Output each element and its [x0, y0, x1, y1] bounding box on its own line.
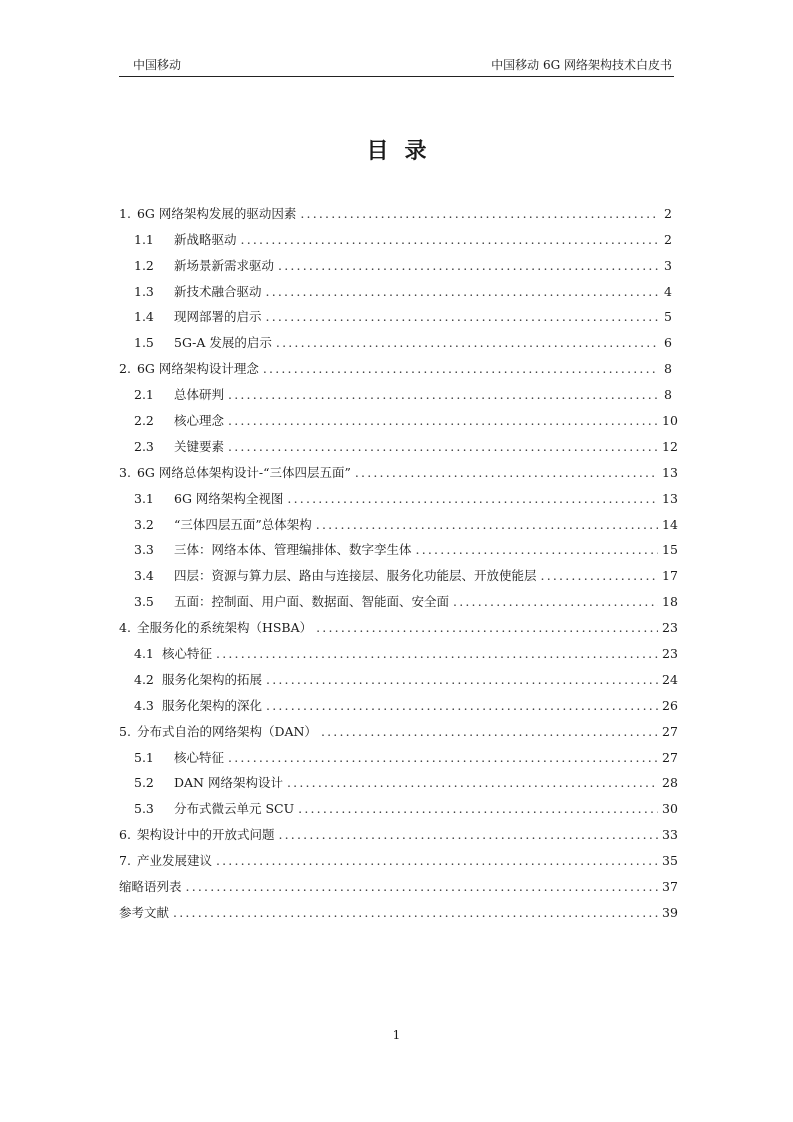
toc-entry-page: 24: [662, 671, 678, 687]
dot-leader: [228, 439, 658, 455]
dot-leader: [416, 542, 658, 558]
toc-entry-title: 6G 网络架构全视图: [174, 490, 284, 506]
toc-entry-number: 5.2: [134, 775, 154, 791]
toc-entry-number: 3.4: [134, 568, 154, 584]
toc-entry[interactable]: [119, 560, 678, 586]
toc-entry-number: 1.: [119, 205, 131, 221]
dot-leader: [228, 750, 658, 766]
toc-entry[interactable]: [119, 612, 678, 638]
toc-entry-number: 3.: [119, 464, 131, 480]
toc-title: 目录: [366, 139, 443, 164]
toc-entry-title: 服务化架构的拓展: [162, 671, 263, 687]
toc-entry-number: 3.3: [134, 542, 154, 558]
dot-leader: [263, 361, 658, 377]
toc-entry-number: 4.: [119, 620, 131, 636]
toc-entry-page: 30: [662, 801, 678, 817]
toc-entry-number: 2.: [119, 361, 131, 377]
dot-leader: [241, 232, 658, 248]
toc-entry[interactable]: [119, 897, 678, 923]
toc-entry-title: 分布式微云单元 SCU: [174, 801, 295, 817]
toc-entry-title: 全服务化的系统架构（HSBA）: [136, 620, 313, 636]
toc-entry-title: 五面：控制面、用户面、数据面、智能面、安全面: [174, 594, 450, 610]
toc-entry[interactable]: [119, 405, 678, 431]
toc-entry-number: 1.4: [134, 309, 154, 325]
toc-entry-number: 1.3: [134, 283, 154, 299]
dot-leader: [266, 284, 658, 300]
dot-leader: [278, 258, 658, 274]
dot-leader: [278, 827, 658, 843]
toc-entry-number: 7.: [119, 853, 131, 869]
toc-entry[interactable]: [119, 457, 678, 483]
toc-entry[interactable]: [119, 431, 678, 457]
dot-leader: [228, 387, 658, 403]
toc-entry[interactable]: [119, 845, 678, 871]
toc-entry-number: 1.1: [134, 231, 154, 247]
toc-entry[interactable]: [119, 716, 678, 742]
toc-entry-title: 总体研判: [174, 387, 225, 403]
dot-leader: [276, 335, 658, 351]
toc-entry-number: 3.5: [134, 594, 154, 610]
toc-entry[interactable]: [119, 819, 678, 845]
toc-entry-title: 新场景新需求驱动: [174, 257, 275, 273]
toc-entry[interactable]: [119, 379, 672, 405]
dot-leader: [316, 517, 658, 533]
toc-entry-title: 产业发展建议: [136, 853, 212, 869]
dot-leader: [287, 775, 658, 791]
toc-entry[interactable]: [119, 276, 672, 302]
toc-entry-title: DAN 网络架构设计: [174, 775, 283, 791]
toc-entry-number: 6.: [119, 827, 131, 843]
toc-entry[interactable]: [119, 690, 678, 716]
table-of-contents: [119, 198, 678, 923]
toc-entry-title: 架构设计中的开放式问题: [136, 827, 275, 843]
toc-entry-page: 3: [664, 257, 672, 273]
toc-entry[interactable]: [119, 198, 672, 224]
toc-entry-number: 3.1: [134, 490, 154, 506]
header-left: 中国移动: [133, 58, 182, 72]
toc-entry[interactable]: [119, 638, 678, 664]
toc-entry[interactable]: [119, 742, 678, 768]
toc-entry-number: 3.2: [134, 516, 154, 532]
toc-entry-page: 23: [662, 646, 678, 662]
toc-entry-title: 关键要素: [174, 438, 225, 454]
toc-entry-page: 18: [662, 594, 678, 610]
toc-entry[interactable]: [119, 250, 672, 276]
toc-entry-title: 核心理念: [174, 413, 225, 429]
toc-entry-page: 4: [664, 283, 672, 299]
dot-leader: [266, 698, 658, 714]
toc-entry-title: 新技术融合驱动: [174, 283, 262, 299]
toc-entry[interactable]: [119, 224, 672, 250]
toc-entry-page: 2: [664, 205, 672, 221]
toc-entry-title: 6G 网络架构设计理念: [136, 361, 259, 377]
toc-entry-page: 33: [662, 827, 678, 843]
toc-entry-title: “三体四层五面”总体架构: [174, 516, 312, 532]
toc-entry-title: 核心特征: [174, 749, 225, 765]
dot-leader: [316, 620, 658, 636]
toc-entry-title: 新战略驱动: [174, 231, 237, 247]
toc-entry-title: 分布式自治的网络架构（DAN）: [136, 723, 317, 739]
toc-entry-page: 15: [662, 542, 678, 558]
toc-entry-title: 核心特征: [162, 646, 213, 662]
dot-leader: [216, 853, 658, 869]
dot-leader: [266, 309, 658, 325]
dot-leader: [266, 672, 658, 688]
page-header: [119, 56, 674, 77]
dot-leader: [173, 905, 658, 921]
toc-entry-page: 13: [662, 490, 678, 506]
toc-entry-page: 26: [662, 697, 678, 713]
toc-entry-number: 5.: [119, 723, 131, 739]
toc-entry-title: 服务化架构的深化: [162, 697, 263, 713]
toc-entry-page: 10: [662, 413, 678, 429]
page-number: 1: [392, 1028, 401, 1042]
toc-entry-number: 5.3: [134, 801, 154, 817]
dot-leader: [453, 594, 658, 610]
toc-entry-number: 2.3: [134, 438, 154, 454]
dot-leader: [186, 879, 658, 895]
toc-entry-page: 8: [664, 387, 672, 403]
toc-entry[interactable]: [119, 509, 678, 535]
toc-entry-page: 5: [664, 309, 672, 325]
toc-entry-number: 4.1: [134, 646, 154, 662]
toc-entry-page: 37: [662, 879, 678, 895]
toc-entry-title: 三体：网络本体、管理编排体、数字孪生体: [174, 542, 412, 558]
toc-entry-number: 2.2: [134, 413, 154, 429]
toc-entry-page: 8: [664, 361, 672, 377]
toc-entry[interactable]: [119, 483, 678, 509]
toc-entry-page: 6: [664, 335, 672, 351]
toc-entry-number: 1.2: [134, 257, 154, 273]
dot-leader: [541, 568, 658, 584]
toc-entry[interactable]: [119, 768, 678, 794]
toc-entry[interactable]: [119, 586, 678, 612]
toc-entry[interactable]: [119, 353, 672, 379]
toc-entry-title: 现网部署的启示: [174, 309, 262, 325]
dot-leader: [300, 206, 658, 222]
toc-entry-number: 4.2: [134, 671, 154, 687]
toc-entry-number: 4.3: [134, 697, 154, 713]
toc-entry-page: 23: [662, 620, 678, 636]
toc-entry-title: 参考文献: [119, 904, 170, 920]
toc-entry-title: 缩略语列表: [119, 879, 182, 895]
toc-entry-title: 四层：资源与算力层、路由与连接层、服务化功能层、开放使能层: [174, 568, 537, 584]
dot-leader: [355, 465, 658, 481]
toc-entry-page: 39: [662, 904, 678, 920]
dot-leader: [321, 724, 658, 740]
header-right: 中国移动 6G 网络架构技术白皮书: [491, 58, 672, 72]
dot-leader: [228, 413, 658, 429]
toc-entry[interactable]: [119, 664, 678, 690]
toc-entry-page: 2: [664, 231, 672, 247]
toc-entry-title: 6G 网络架构发展的驱动因素: [136, 205, 297, 221]
toc-entry[interactable]: [119, 302, 672, 328]
dot-leader: [216, 646, 658, 662]
toc-entry-number: 5.1: [134, 749, 154, 765]
toc-entry-page: 14: [662, 516, 678, 532]
toc-entry-page: 13: [662, 464, 678, 480]
toc-entry-number: 2.1: [134, 387, 154, 403]
toc-entry-page: 17: [662, 568, 678, 584]
toc-entry-page: 27: [662, 749, 678, 765]
toc-entry[interactable]: [119, 535, 678, 561]
toc-entry[interactable]: [119, 793, 678, 819]
toc-entry[interactable]: [119, 871, 678, 897]
toc-entry-page: 27: [662, 723, 678, 739]
toc-entry-number: 1.5: [134, 335, 154, 351]
toc-entry[interactable]: [119, 327, 672, 353]
toc-entry-title: 6G 网络总体架构设计-“三体四层五面”: [136, 464, 351, 480]
toc-entry-page: 28: [662, 775, 678, 791]
dot-leader: [298, 801, 658, 817]
toc-entry-page: 12: [662, 438, 678, 454]
dot-leader: [287, 491, 658, 507]
toc-entry-title: 5G-A 发展的启示: [174, 335, 272, 351]
toc-entry-page: 35: [662, 853, 678, 869]
